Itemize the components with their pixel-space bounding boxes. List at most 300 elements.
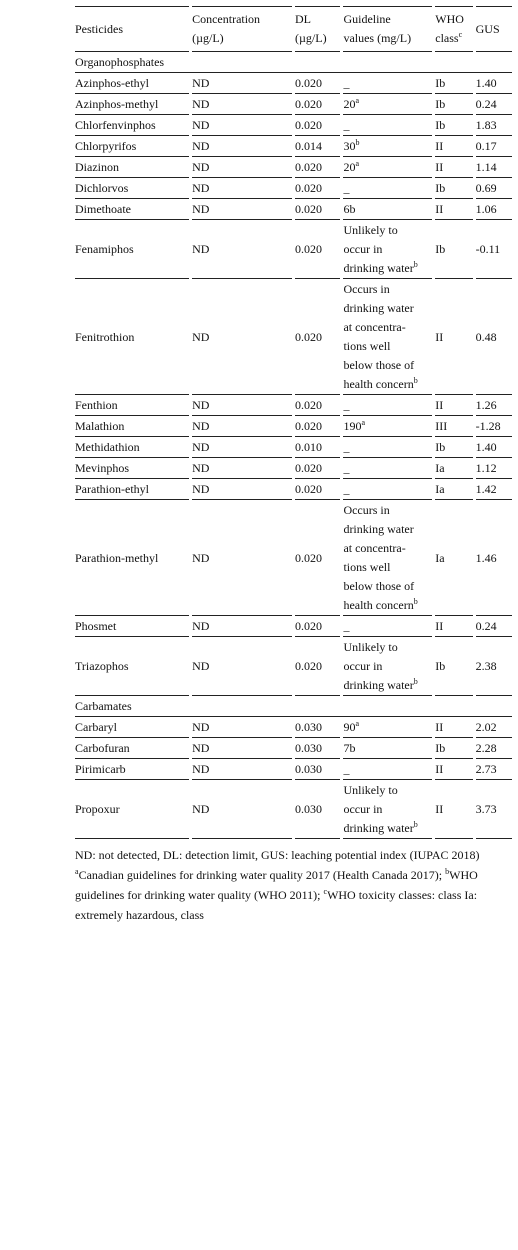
- who-class-value: II: [435, 720, 444, 734]
- cell-guideline: [343, 178, 432, 199]
- cell-guideline: [343, 759, 432, 780]
- pesticide-name: Azinphos-methyl: [75, 97, 159, 111]
- cell-who-class: [435, 717, 472, 738]
- pesticide-name: Pirimicarb: [75, 762, 126, 776]
- gus-value: 1.40: [475, 440, 497, 454]
- dl-value: 0.020: [295, 76, 323, 90]
- who-class-value: II: [435, 398, 444, 412]
- cell-pesticide: [75, 94, 189, 115]
- cell-dl: [295, 780, 340, 839]
- header-guideline-unit: values (mg/L): [343, 31, 412, 45]
- cell-pesticide: [75, 759, 189, 780]
- gus-value: 3.73: [475, 802, 497, 816]
- cell-who-class: [435, 759, 472, 780]
- cell-dl: [295, 738, 340, 759]
- cell-concentration: [192, 136, 292, 157]
- cell-gus: [476, 220, 512, 279]
- guideline-footnote-mark: b: [413, 677, 418, 686]
- concentration-value: ND: [192, 741, 210, 755]
- who-class-value: Ib: [435, 242, 446, 256]
- gus-value: 1.14: [475, 160, 497, 174]
- concentration-value: ND: [192, 139, 210, 153]
- cell-pesticide: [75, 115, 189, 136]
- cell-guideline: [343, 94, 432, 115]
- table-row: [75, 115, 512, 136]
- cell-gus: [476, 458, 512, 479]
- guideline-text-line: health concern: [343, 377, 414, 391]
- who-class-value: Ia: [435, 461, 445, 475]
- cell-who-class: [435, 199, 472, 220]
- cell-pesticide: [75, 437, 189, 458]
- cell-concentration: [192, 780, 292, 839]
- cell-gus: [476, 157, 512, 178]
- table-row: [75, 759, 512, 780]
- pesticide-name: Fenamiphos: [75, 242, 134, 256]
- cell-pesticide: [75, 220, 189, 279]
- guideline-value: _: [343, 76, 350, 90]
- guideline-value: _: [343, 118, 350, 132]
- cell-pesticide: [75, 717, 189, 738]
- cell-who-class: [435, 115, 472, 136]
- gus-value: 0.24: [475, 97, 497, 111]
- who-class-value: Ia: [435, 550, 445, 565]
- gus-value: 1.06: [475, 202, 497, 216]
- cell-dl: [295, 616, 340, 637]
- gus-value: 2.38: [475, 659, 497, 673]
- guideline-footnote-mark: b: [355, 138, 360, 147]
- cell-concentration: [192, 500, 292, 616]
- guideline-value: _: [343, 619, 350, 633]
- cell-guideline: [343, 780, 432, 839]
- header-guideline-label: Guideline: [343, 12, 391, 26]
- cell-who-class: [435, 395, 472, 416]
- guideline-value: _: [343, 461, 350, 475]
- who-class-value: II: [435, 802, 444, 816]
- header-gus: [476, 6, 512, 52]
- cell-who-class: [435, 136, 472, 157]
- concentration-value: ND: [192, 398, 210, 412]
- concentration-value: ND: [192, 440, 210, 454]
- gus-value: 0.17: [475, 139, 497, 153]
- group-header-row: [75, 52, 512, 73]
- header-dl-unit: (µg/L): [295, 31, 327, 45]
- header-concentration-unit: (µg/L): [192, 31, 224, 45]
- cell-who-class: [435, 416, 472, 437]
- guideline-text-line: at concentra-: [343, 320, 406, 334]
- table-row: [75, 94, 512, 115]
- dl-value: 0.020: [295, 659, 323, 673]
- cell-concentration: [192, 199, 292, 220]
- cell-gus: [476, 616, 512, 637]
- concentration-value: ND: [192, 242, 210, 256]
- cell-concentration: [192, 157, 292, 178]
- header-row: [75, 6, 512, 52]
- cell-who-class: [435, 500, 472, 616]
- guideline-value: 90: [343, 720, 356, 734]
- cell-dl: [295, 279, 340, 395]
- cell-guideline: [343, 637, 432, 696]
- gus-value: 2.73: [475, 762, 497, 776]
- dl-value: 0.020: [295, 97, 323, 111]
- pesticide-name: Mevinphos: [75, 461, 129, 475]
- who-class-value: II: [435, 329, 444, 344]
- table-row: [75, 220, 512, 279]
- cell-gus: [476, 437, 512, 458]
- header-who-footnote-mark: c: [458, 30, 463, 39]
- header-concentration-label: Concentration: [192, 12, 261, 26]
- cell-guideline: [343, 500, 432, 616]
- guideline-text-line: drinking water: [343, 301, 414, 315]
- cell-who-class: [435, 780, 472, 839]
- cell-guideline: [343, 395, 432, 416]
- cell-who-class: [435, 94, 472, 115]
- table-row: [75, 395, 512, 416]
- cell-pesticide: [75, 279, 189, 395]
- pesticide-name: Malathion: [75, 419, 125, 433]
- cell-guideline: [343, 738, 432, 759]
- guideline-value: 190: [343, 419, 362, 433]
- dl-value: 0.020: [295, 461, 323, 475]
- gus-value: 0.48: [475, 329, 497, 344]
- header-pesticides: [75, 6, 189, 52]
- guideline-value: 6b: [343, 202, 356, 216]
- concentration-value: ND: [192, 461, 210, 475]
- guideline-text-line: drinking water: [343, 678, 414, 692]
- cell-gus: [476, 199, 512, 220]
- cell-dl: [295, 759, 340, 780]
- gus-value: 2.02: [475, 720, 497, 734]
- table-row: [75, 279, 512, 395]
- pesticide-name: Azinphos-ethyl: [75, 76, 149, 90]
- guideline-text-line: Unlikely to: [343, 640, 398, 654]
- footnote-abbreviations: ND: not detected, DL: detection limit, GUS: leaching potential index (IUPAC 2018): [75, 848, 480, 862]
- cell-who-class: [435, 220, 472, 279]
- cell-who-class: [435, 157, 472, 178]
- cell-guideline: [343, 416, 432, 437]
- who-class-value: Ia: [435, 482, 445, 496]
- cell-pesticide: [75, 479, 189, 500]
- dl-value: 0.020: [295, 329, 323, 344]
- cell-gus: [476, 115, 512, 136]
- cell-gus: [476, 500, 512, 616]
- dl-value: 0.020: [295, 160, 323, 174]
- cell-who-class: [435, 738, 472, 759]
- concentration-value: ND: [192, 482, 210, 496]
- cell-pesticide: [75, 199, 189, 220]
- guideline-value: 7b: [343, 741, 356, 755]
- cell-who-class: [435, 616, 472, 637]
- footnote-canadian: Canadian guidelines for drinking water quality 2017 (Health Canada 2017);: [78, 868, 446, 882]
- guideline-footnote-mark: b: [413, 376, 418, 385]
- table-row: [75, 458, 512, 479]
- cell-dl: [295, 416, 340, 437]
- cell-dl: [295, 458, 340, 479]
- who-class-value: II: [435, 619, 444, 633]
- who-class-value: II: [435, 202, 444, 216]
- guideline-value: _: [343, 181, 350, 195]
- group-header-cell: [75, 696, 512, 717]
- dl-value: 0.020: [295, 202, 323, 216]
- guideline-text-line: tions well: [343, 339, 391, 353]
- guideline-text-line: Occurs in: [343, 282, 390, 296]
- cell-pesticide: [75, 616, 189, 637]
- group-header-cell: [75, 52, 512, 73]
- cell-dl: [295, 73, 340, 94]
- cell-dl: [295, 94, 340, 115]
- cell-pesticide: [75, 500, 189, 616]
- guideline-footnote-mark: b: [413, 597, 418, 606]
- table-row: [75, 479, 512, 500]
- cell-dl: [295, 717, 340, 738]
- pesticide-name: Parathion-methyl: [75, 550, 159, 565]
- cell-pesticide: [75, 157, 189, 178]
- table-row: [75, 178, 512, 199]
- guideline-footnote-mark: a: [355, 159, 359, 168]
- cell-who-class: [435, 479, 472, 500]
- who-class-value: Ib: [435, 76, 446, 90]
- dl-value: 0.020: [295, 118, 323, 132]
- pesticide-name: Chlorfenvinphos: [75, 118, 156, 132]
- dl-value: 0.020: [295, 550, 323, 565]
- gus-value: 0.69: [475, 181, 497, 195]
- document: [75, 6, 515, 925]
- dl-value: 0.010: [295, 440, 323, 454]
- guideline-value: _: [343, 440, 350, 454]
- concentration-value: ND: [192, 659, 210, 673]
- gus-value: 1.42: [475, 482, 497, 496]
- guideline-footnote-mark: a: [361, 418, 365, 427]
- cell-concentration: [192, 178, 292, 199]
- pesticide-name: Propoxur: [75, 802, 120, 816]
- cell-dl: [295, 220, 340, 279]
- table-row: [75, 437, 512, 458]
- header-dl-label: DL: [295, 12, 312, 26]
- dl-value: 0.014: [295, 139, 323, 153]
- dl-value: 0.030: [295, 741, 323, 755]
- cell-guideline: [343, 199, 432, 220]
- gus-value: -0.11: [475, 242, 501, 256]
- table-row: [75, 416, 512, 437]
- cell-dl: [295, 479, 340, 500]
- footnote-who-guidelines: WHO guidelines for drinking water quality (WHO 2011);: [75, 868, 478, 902]
- concentration-value: ND: [192, 419, 210, 433]
- guideline-text-line: drinking water: [343, 821, 414, 835]
- table-header: [75, 6, 512, 52]
- cell-concentration: [192, 220, 292, 279]
- footnote-mark-b: b: [445, 867, 450, 876]
- cell-concentration: [192, 479, 292, 500]
- cell-pesticide: [75, 780, 189, 839]
- who-class-value: II: [435, 160, 444, 174]
- cell-guideline: [343, 115, 432, 136]
- concentration-value: ND: [192, 762, 210, 776]
- cell-dl: [295, 136, 340, 157]
- gus-value: -1.28: [475, 419, 501, 433]
- pesticide-name: Triazophos: [75, 659, 129, 673]
- pesticide-name: Phosmet: [75, 619, 117, 633]
- cell-dl: [295, 199, 340, 220]
- pesticide-name: Dichlorvos: [75, 181, 129, 195]
- gus-value: 1.83: [475, 118, 497, 132]
- concentration-value: ND: [192, 720, 210, 734]
- cell-who-class: [435, 178, 472, 199]
- cell-pesticide: [75, 73, 189, 94]
- cell-concentration: [192, 616, 292, 637]
- who-class-value: Ib: [435, 440, 446, 454]
- who-class-value: II: [435, 762, 444, 776]
- cell-guideline: [343, 73, 432, 94]
- cell-guideline: [343, 479, 432, 500]
- table-footnote: [75, 845, 515, 925]
- concentration-value: ND: [192, 76, 210, 90]
- guideline-value: _: [343, 762, 350, 776]
- gus-value: 1.12: [475, 461, 497, 475]
- cell-concentration: [192, 738, 292, 759]
- guideline-text-line: Unlikely to: [343, 223, 398, 237]
- footnote-who-classes: WHO toxicity classes: class Ia: extremely hazardous, class: [75, 888, 478, 922]
- guideline-text-line: at concentra-: [343, 541, 406, 555]
- table-row: [75, 199, 512, 220]
- footnote-mark-c: c: [323, 887, 328, 896]
- pesticide-name: Fenthion: [75, 398, 118, 412]
- gus-value: 2.28: [475, 741, 497, 755]
- guideline-footnote-mark: a: [355, 719, 359, 728]
- table-row: [75, 637, 512, 696]
- pesticide-name: Fenitrothion: [75, 329, 135, 344]
- cell-concentration: [192, 73, 292, 94]
- cell-pesticide: [75, 136, 189, 157]
- guideline-text-line: below those of: [343, 579, 415, 593]
- concentration-value: ND: [192, 181, 210, 195]
- guideline-text-line: tions well: [343, 560, 391, 574]
- concentration-value: ND: [192, 160, 210, 174]
- pesticide-name: Methidathion: [75, 440, 140, 454]
- pesticide-name: Chlorpyrifos: [75, 139, 137, 153]
- group-header-row: [75, 696, 512, 717]
- dl-value: 0.030: [295, 762, 323, 776]
- gus-value: 1.46: [475, 550, 497, 565]
- cell-gus: [476, 178, 512, 199]
- guideline-text-line: below those of: [343, 358, 415, 372]
- guideline-value: 30: [343, 139, 356, 153]
- cell-guideline: [343, 437, 432, 458]
- pesticide-name: Carbaryl: [75, 720, 117, 734]
- guideline-text-line: Occurs in: [343, 503, 390, 517]
- header-pesticides-label: Pesticides: [75, 21, 123, 36]
- cell-gus: [476, 759, 512, 780]
- table-body: [75, 52, 512, 839]
- cell-gus: [476, 136, 512, 157]
- cell-guideline: [343, 717, 432, 738]
- pesticide-name: Parathion-ethyl: [75, 482, 149, 496]
- cell-pesticide: [75, 738, 189, 759]
- cell-concentration: [192, 458, 292, 479]
- concentration-value: ND: [192, 802, 210, 816]
- pesticide-name: Dimethoate: [75, 202, 131, 216]
- cell-gus: [476, 279, 512, 395]
- cell-dl: [295, 157, 340, 178]
- guideline-text-line: Unlikely to: [343, 783, 398, 797]
- cell-gus: [476, 717, 512, 738]
- header-concentration: [192, 6, 292, 52]
- dl-value: 0.020: [295, 181, 323, 195]
- guideline-value: _: [343, 482, 350, 496]
- who-class-value: Ib: [435, 97, 446, 111]
- header-dl: [295, 6, 340, 52]
- gus-value: 1.40: [475, 76, 497, 90]
- cell-pesticide: [75, 416, 189, 437]
- table-row: [75, 157, 512, 178]
- guideline-text-line: occur in: [343, 242, 383, 256]
- gus-value: 0.24: [475, 619, 497, 633]
- guideline-text-line: health concern: [343, 598, 414, 612]
- cell-guideline: [343, 220, 432, 279]
- cell-concentration: [192, 395, 292, 416]
- cell-who-class: [435, 637, 472, 696]
- concentration-value: ND: [192, 550, 210, 565]
- header-who-class-label: class: [435, 31, 459, 45]
- cell-dl: [295, 500, 340, 616]
- gus-value: 1.26: [475, 398, 497, 412]
- table-row: [75, 136, 512, 157]
- cell-concentration: [192, 717, 292, 738]
- guideline-value: 20: [343, 160, 356, 174]
- cell-pesticide: [75, 178, 189, 199]
- cell-dl: [295, 437, 340, 458]
- table-row: [75, 616, 512, 637]
- pesticide-name: Diazinon: [75, 160, 119, 174]
- cell-concentration: [192, 759, 292, 780]
- who-class-value: Ib: [435, 118, 446, 132]
- guideline-text-line: drinking water: [343, 261, 414, 275]
- concentration-value: ND: [192, 97, 210, 111]
- cell-concentration: [192, 115, 292, 136]
- table-row: [75, 738, 512, 759]
- cell-who-class: [435, 437, 472, 458]
- cell-concentration: [192, 279, 292, 395]
- pesticide-name: Carbofuran: [75, 741, 130, 755]
- cell-dl: [295, 115, 340, 136]
- header-gus-label: GUS: [475, 21, 500, 36]
- header-guideline: [343, 6, 432, 52]
- cell-who-class: [435, 279, 472, 395]
- cell-guideline: [343, 616, 432, 637]
- cell-concentration: [192, 416, 292, 437]
- dl-value: 0.020: [295, 482, 323, 496]
- cell-who-class: [435, 458, 472, 479]
- table-row: [75, 500, 512, 616]
- dl-value: 0.020: [295, 619, 323, 633]
- cell-gus: [476, 780, 512, 839]
- table-row: [75, 780, 512, 839]
- cell-dl: [295, 637, 340, 696]
- cell-gus: [476, 738, 512, 759]
- dl-value: 0.020: [295, 419, 323, 433]
- who-class-value: Ib: [435, 659, 446, 673]
- cell-concentration: [192, 94, 292, 115]
- cell-guideline: [343, 458, 432, 479]
- group-label: Organophosphates: [75, 55, 165, 69]
- group-label: Carbamates: [75, 699, 132, 713]
- cell-gus: [476, 479, 512, 500]
- concentration-value: ND: [192, 118, 210, 132]
- table-row: [75, 717, 512, 738]
- cell-concentration: [192, 437, 292, 458]
- guideline-footnote-mark: a: [355, 96, 359, 105]
- cell-who-class: [435, 73, 472, 94]
- concentration-value: ND: [192, 202, 210, 216]
- cell-dl: [295, 395, 340, 416]
